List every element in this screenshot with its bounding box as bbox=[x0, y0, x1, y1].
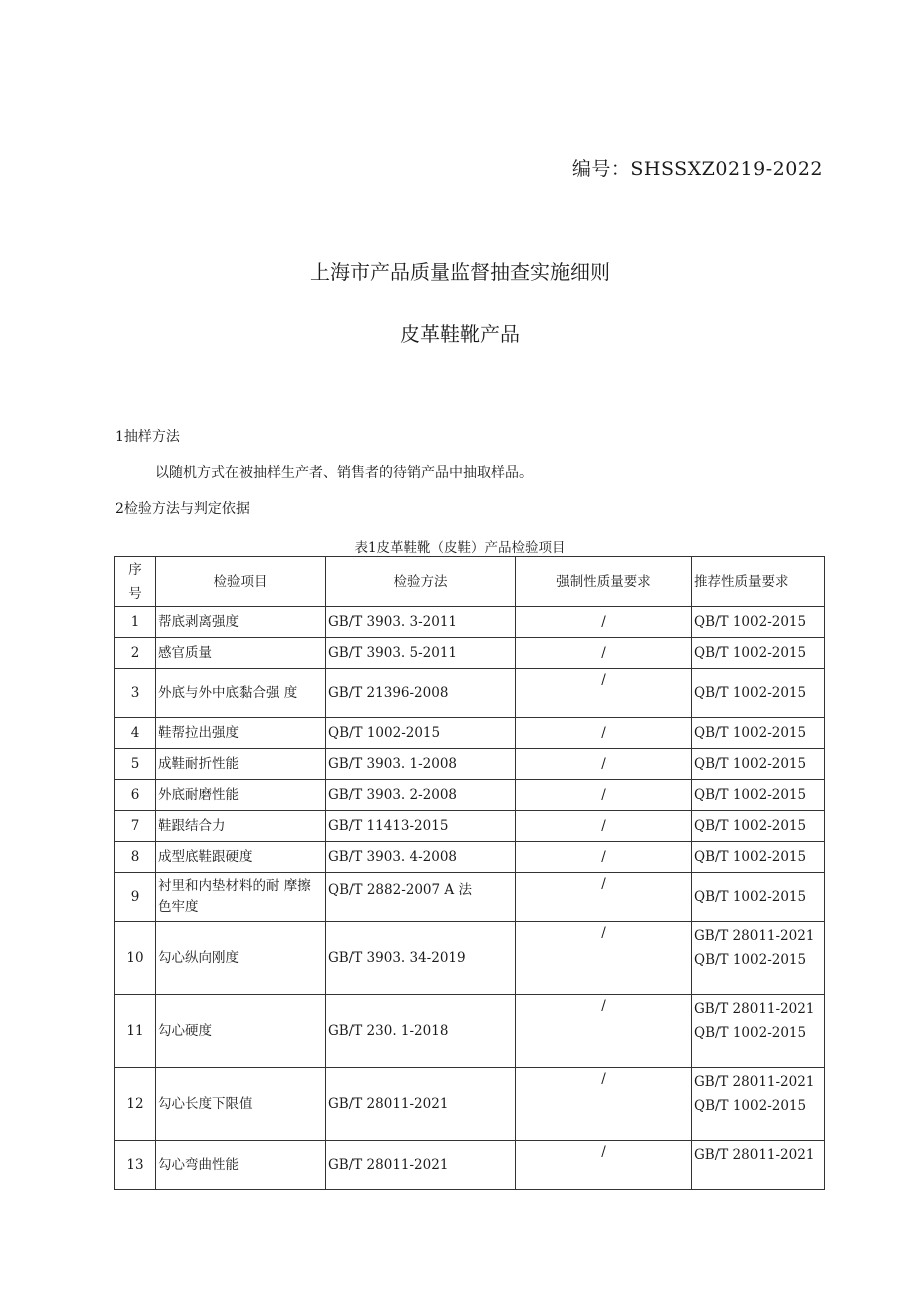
cell-no: 11 bbox=[115, 995, 156, 1068]
cell-recommended: QB/T 1002-2015 bbox=[692, 607, 825, 638]
cell-mandatory: / bbox=[516, 922, 692, 995]
header-mandatory: 强制性质量要求 bbox=[516, 557, 692, 607]
table-row bbox=[115, 607, 825, 638]
cell-mandatory: / bbox=[516, 669, 692, 718]
cell-item: 成鞋耐折性能 bbox=[156, 749, 326, 780]
cell-no: 4 bbox=[115, 718, 156, 749]
table-header-row bbox=[115, 557, 825, 607]
cell-mandatory: / bbox=[516, 842, 692, 873]
cell-recommended-line: GB/T 28011-2021 bbox=[694, 1074, 815, 1090]
cell-recommended: QB/T 1002-2015 bbox=[692, 780, 825, 811]
cell-method: QB/T 1002-2015 bbox=[326, 718, 516, 749]
table-row bbox=[115, 669, 825, 718]
cell-recommended-line: GB/T 28011-2021 bbox=[694, 928, 815, 944]
cell-recommended: QB/T 1002-2015 bbox=[692, 718, 825, 749]
cell-no: 5 bbox=[115, 749, 156, 780]
cell-item: 衬里和内垫材料的耐 摩擦色牢度 bbox=[156, 873, 326, 922]
table-row bbox=[115, 873, 825, 922]
cell-recommended bbox=[692, 1141, 825, 1190]
cell-recommended-line: QB/T 1002-2015 bbox=[694, 952, 807, 968]
table-row bbox=[115, 749, 825, 780]
table-row bbox=[115, 811, 825, 842]
table-row bbox=[115, 1068, 825, 1141]
header-recommended: 推荐性质量要求 bbox=[692, 557, 825, 607]
cell-no: 6 bbox=[115, 780, 156, 811]
cell-mandatory: / bbox=[516, 607, 692, 638]
table-row bbox=[115, 995, 825, 1068]
cell-item: 外底与外中底黏合强 度 bbox=[156, 669, 326, 718]
cell-item: 成型底鞋跟硬度 bbox=[156, 842, 326, 873]
header-item: 检验项目 bbox=[156, 557, 326, 607]
cell-recommended-line: QB/T 1002-2015 bbox=[694, 1025, 807, 1041]
table-row bbox=[115, 842, 825, 873]
cell-mandatory: / bbox=[516, 811, 692, 842]
cell-no: 9 bbox=[115, 873, 156, 922]
cell-mandatory: / bbox=[516, 780, 692, 811]
table-row bbox=[115, 922, 825, 995]
cell-method: GB/T 230. 1-2018 bbox=[326, 995, 516, 1068]
cell-method: GB/T 3903. 1-2008 bbox=[326, 749, 516, 780]
cell-mandatory: / bbox=[516, 873, 692, 922]
cell-method: GB/T 3903. 5-2011 bbox=[326, 638, 516, 669]
cell-no: 12 bbox=[115, 1068, 156, 1141]
cell-method: GB/T 3903. 2-2008 bbox=[326, 780, 516, 811]
page-title: 上海市产品质量监督抽查实施细则 bbox=[310, 260, 610, 284]
cell-mandatory: / bbox=[516, 1141, 692, 1190]
cell-method: GB/T 11413-2015 bbox=[326, 811, 516, 842]
cell-item: 鞋帮拉出强度 bbox=[156, 718, 326, 749]
cell-mandatory: / bbox=[516, 638, 692, 669]
page-subtitle: 皮革鞋靴产品 bbox=[400, 322, 520, 346]
cell-method: QB/T 2882-2007 A 法 bbox=[326, 873, 516, 922]
cell-method: GB/T 3903. 34-2019 bbox=[326, 922, 516, 995]
table-row bbox=[115, 718, 825, 749]
table-row bbox=[115, 1141, 825, 1190]
cell-mandatory: / bbox=[516, 1068, 692, 1141]
cell-no: 10 bbox=[115, 922, 156, 995]
cell-item: 勾心纵向刚度 bbox=[156, 922, 326, 995]
cell-no: 2 bbox=[115, 638, 156, 669]
cell-method: GB/T 3903. 3-2011 bbox=[326, 607, 516, 638]
cell-mandatory: / bbox=[516, 718, 692, 749]
cell-no: 3 bbox=[115, 669, 156, 718]
cell-method: GB/T 21396-2008 bbox=[326, 669, 516, 718]
header-no bbox=[115, 557, 156, 607]
cell-item: 勾心硬度 bbox=[156, 995, 326, 1068]
cell-recommended: QB/T 1002-2015 bbox=[692, 842, 825, 873]
cell-recommended-line: QB/T 1002-2015 bbox=[694, 1098, 807, 1114]
section-heading-inspection: 2检验方法与判定依据 bbox=[115, 501, 250, 517]
cell-item: 勾心弯曲性能 bbox=[156, 1141, 326, 1190]
cell-no: 7 bbox=[115, 811, 156, 842]
cell-mandatory: / bbox=[516, 995, 692, 1068]
table-row bbox=[115, 780, 825, 811]
cell-recommended: QB/T 1002-2015 bbox=[692, 669, 825, 718]
header-no-label: 序号 bbox=[128, 561, 142, 602]
cell-recommended bbox=[692, 995, 825, 1068]
cell-item: 勾心长度下限值 bbox=[156, 1068, 326, 1141]
cell-item: 鞋跟结合力 bbox=[156, 811, 326, 842]
cell-item: 感官质量 bbox=[156, 638, 326, 669]
cell-item: 帮底剥离强度 bbox=[156, 607, 326, 638]
document-number: 编号：SHSSXZ0219-2022 bbox=[571, 158, 823, 180]
cell-recommended: QB/T 1002-2015 bbox=[692, 749, 825, 780]
inspection-items-table bbox=[114, 556, 825, 1190]
cell-no: 1 bbox=[115, 607, 156, 638]
cell-item: 外底耐磨性能 bbox=[156, 780, 326, 811]
sampling-paragraph: 以随机方式在被抽样生产者、销售者的待销产品中抽取样品。 bbox=[155, 465, 533, 481]
cell-recommended: QB/T 1002-2015 bbox=[692, 638, 825, 669]
cell-no: 8 bbox=[115, 842, 156, 873]
cell-recommended: QB/T 1002-2015 bbox=[692, 873, 825, 922]
table-row bbox=[115, 638, 825, 669]
section-heading-sampling: 1抽样方法 bbox=[115, 429, 180, 445]
cell-method: GB/T 28011-2021 bbox=[326, 1141, 516, 1190]
cell-recommended-line: GB/T 28011-2021 bbox=[694, 1001, 815, 1017]
cell-recommended: QB/T 1002-2015 bbox=[692, 811, 825, 842]
cell-recommended bbox=[692, 922, 825, 995]
table-caption: 表1皮革鞋靴（皮鞋）产品检验项目 bbox=[354, 540, 566, 556]
cell-mandatory: / bbox=[516, 749, 692, 780]
cell-recommended-line: GB/T 28011-2021 bbox=[694, 1147, 815, 1163]
cell-no: 13 bbox=[115, 1141, 156, 1190]
header-method: 检验方法 bbox=[326, 557, 516, 607]
cell-method: GB/T 28011-2021 bbox=[326, 1068, 516, 1141]
cell-recommended bbox=[692, 1068, 825, 1141]
cell-method: GB/T 3903. 4-2008 bbox=[326, 842, 516, 873]
